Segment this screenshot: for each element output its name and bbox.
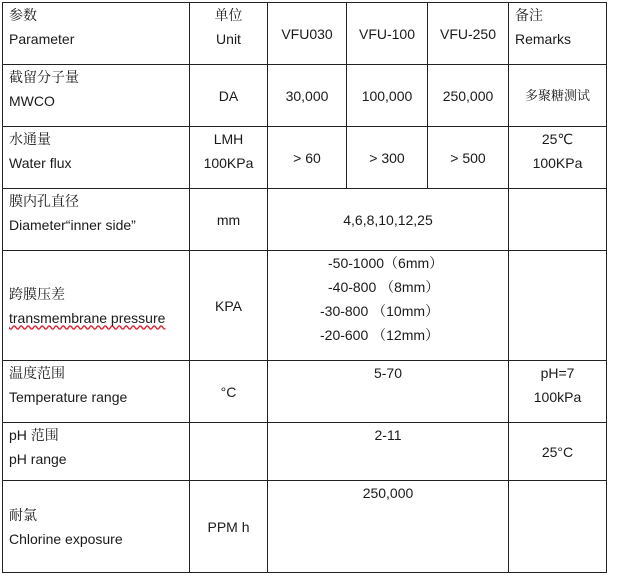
diameter-row bbox=[3, 189, 607, 251]
pressure-unit: KPA bbox=[190, 251, 268, 361]
header-param-en: Parameter bbox=[9, 31, 75, 47]
temperature-remark-2: 100kPa bbox=[533, 389, 582, 405]
flux-unit-cell bbox=[190, 127, 268, 189]
chlorine-param-en: Chlorine exposure bbox=[9, 530, 123, 547]
ph-param-en: pH range bbox=[9, 451, 67, 467]
pressure-row bbox=[3, 251, 607, 361]
mwco-value-1: 30,000 bbox=[268, 65, 347, 127]
mwco-param-cell bbox=[3, 65, 190, 127]
flux-remark-2: 100KPa bbox=[532, 155, 583, 171]
chlorine-value: 250,000 bbox=[268, 481, 509, 573]
flux-value-3: > 500 bbox=[428, 127, 509, 189]
flux-param-cell bbox=[3, 127, 190, 189]
header-model-3: VFU-250 bbox=[428, 3, 509, 65]
pressure-param-zh: 跨膜压差 bbox=[9, 285, 65, 302]
header-model-1: VFU030 bbox=[268, 3, 347, 65]
pressure-remark bbox=[509, 251, 607, 361]
header-unit-zh: 单位 bbox=[214, 7, 243, 23]
pressure-values-cell bbox=[268, 251, 509, 361]
ph-remark: 25°C bbox=[509, 423, 607, 481]
ph-row bbox=[3, 423, 607, 481]
flux-row bbox=[3, 127, 607, 189]
flux-unit-1: LMH bbox=[213, 131, 244, 147]
flux-value-2: > 300 bbox=[347, 127, 428, 189]
ph-param-cell bbox=[3, 423, 190, 481]
pressure-value-1: -50-1000（6mm） bbox=[328, 255, 444, 271]
flux-unit-2: 100KPa bbox=[203, 155, 254, 171]
pressure-value-2: -40-800 （8mm） bbox=[328, 279, 440, 295]
spec-table bbox=[2, 2, 607, 573]
mwco-remark: 多聚糖测试 bbox=[509, 65, 607, 127]
diameter-remark bbox=[509, 189, 607, 251]
temperature-remark-cell bbox=[509, 361, 607, 423]
chlorine-remark bbox=[509, 481, 607, 573]
chlorine-param-cell bbox=[3, 481, 190, 573]
mwco-value-3: 250,000 bbox=[428, 65, 509, 127]
pressure-param-en-text: transmembrane pressure bbox=[9, 309, 166, 326]
pressure-param-cell bbox=[3, 251, 190, 361]
header-remarks-zh: 备注 bbox=[515, 7, 543, 23]
flux-remark-1: 25℃ bbox=[541, 131, 574, 147]
diameter-param-en: Diameter“inner side” bbox=[9, 217, 136, 233]
header-param-cell bbox=[3, 3, 190, 65]
mwco-param-en: MWCO bbox=[9, 93, 55, 109]
mwco-row bbox=[3, 65, 607, 127]
temperature-param-zh: 温度范围 bbox=[9, 365, 65, 381]
pressure-value-3: -30-800 （10mm） bbox=[320, 303, 440, 319]
flux-param-en: Water flux bbox=[9, 155, 72, 171]
chlorine-unit: PPM h bbox=[190, 481, 268, 573]
ph-unit bbox=[190, 423, 268, 481]
temperature-row bbox=[3, 361, 607, 423]
chlorine-row bbox=[3, 481, 607, 573]
header-model-2: VFU-100 bbox=[347, 3, 428, 65]
temperature-unit: °C bbox=[190, 361, 268, 423]
mwco-value-2: 100,000 bbox=[347, 65, 428, 127]
temperature-param-en: Temperature range bbox=[9, 389, 128, 405]
header-unit-cell bbox=[190, 3, 268, 65]
header-unit-en: Unit bbox=[216, 31, 241, 47]
chlorine-param-zh: 耐氯 bbox=[9, 506, 37, 523]
flux-value-1: > 60 bbox=[268, 127, 347, 189]
header-remarks-en: Remarks bbox=[515, 31, 572, 47]
pressure-param-en bbox=[9, 306, 189, 330]
pressure-value-4: -20-600 （12mm） bbox=[320, 327, 440, 343]
mwco-param-zh: 截留分子量 bbox=[9, 69, 79, 85]
temperature-value: 5-70 bbox=[268, 361, 509, 423]
diameter-param-cell bbox=[3, 189, 190, 251]
diameter-param-zh: 膜内孔直径 bbox=[9, 193, 79, 209]
diameter-unit: mm bbox=[190, 189, 268, 251]
header-remarks-cell bbox=[509, 3, 607, 65]
diameter-value: 4,6,8,10,12,25 bbox=[268, 189, 509, 251]
temperature-param-cell bbox=[3, 361, 190, 423]
mwco-unit: DA bbox=[190, 65, 268, 127]
flux-param-zh: 水通量 bbox=[9, 131, 51, 147]
ph-param-zh: pH 范围 bbox=[9, 427, 59, 443]
flux-remark-cell bbox=[509, 127, 607, 189]
header-param-zh: 参数 bbox=[9, 7, 37, 23]
header-row bbox=[3, 3, 607, 65]
temperature-remark-1: pH=7 bbox=[540, 365, 575, 381]
ph-value: 2-11 bbox=[268, 423, 509, 481]
